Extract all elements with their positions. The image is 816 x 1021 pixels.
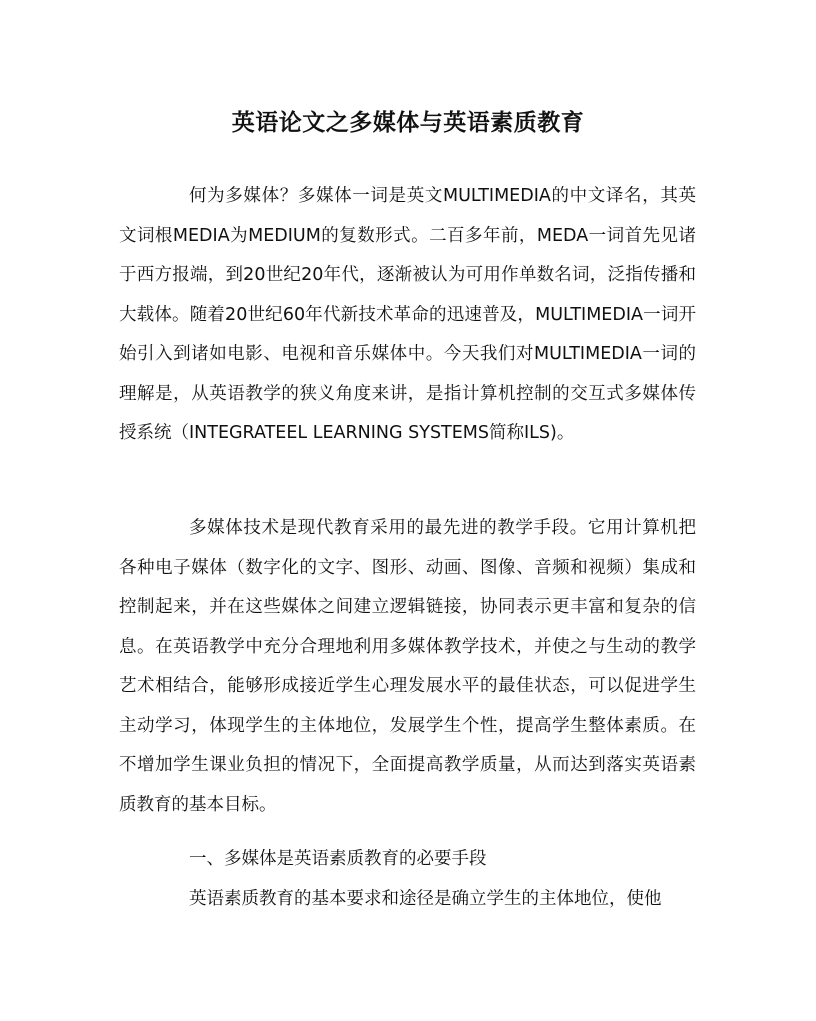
section-heading-text: 一、多媒体是英语素质教育的必要手段 xyxy=(189,849,487,869)
paragraph-text: 何为多媒体？多媒体一词是英文MULTIMEDIA的中文译名，其英文词根MEDIA为MEDIUM的复数形式。二百多年前，MEDA一词首先见诸于西方报端，到20世纪20年代，逐渐被认为可用作单数名词，泛指传播和大载体。随着20世纪60年代新技术革命的迅速普及，MULTIMEDIA一词开始引入到诸如电影、电视和音乐媒体中。今天我们对MULTIMEDIA一词的理解是，从英语教学的狭义角度来讲，是指计算机控制的交互式多媒体传授系统（INTEGRATEEL LEARNING SYSTEMS简称ILS)。 xyxy=(119,186,696,443)
paragraph-quality-education xyxy=(119,880,696,920)
section-heading xyxy=(119,840,696,880)
paragraph-what-is-multimedia xyxy=(119,177,696,454)
paragraph-text: 英语素质教育的基本要求和途径是确立学生的主体地位，使他 xyxy=(189,889,662,909)
document-title: 英语论文之多媒体与英语素质教育 xyxy=(231,109,585,136)
paragraph-multimedia-technology xyxy=(119,509,696,825)
paragraph-text: 多媒体技术是现代教育采用的最先进的教学手段。它用计算机把各种电子媒体（数字化的文字、图形、动画、图像、音频和视频）集成和控制起来，并在这些媒体之间建立逻辑链接，协同表示更丰富和复杂的信息。在英语教学中充分合理地利用多媒体教学技术，并使之与生动的教学艺术相结合，能够形成接近学生心理发展水平的最佳状态，可以促进学生主动学习，体现学生的主体地位，发展学生个性，提高学生整体素质。在不增加学生课业负担的情况下，全面提高教学质量，从而达到落实英语素质教育的基本目标。 xyxy=(119,518,696,815)
